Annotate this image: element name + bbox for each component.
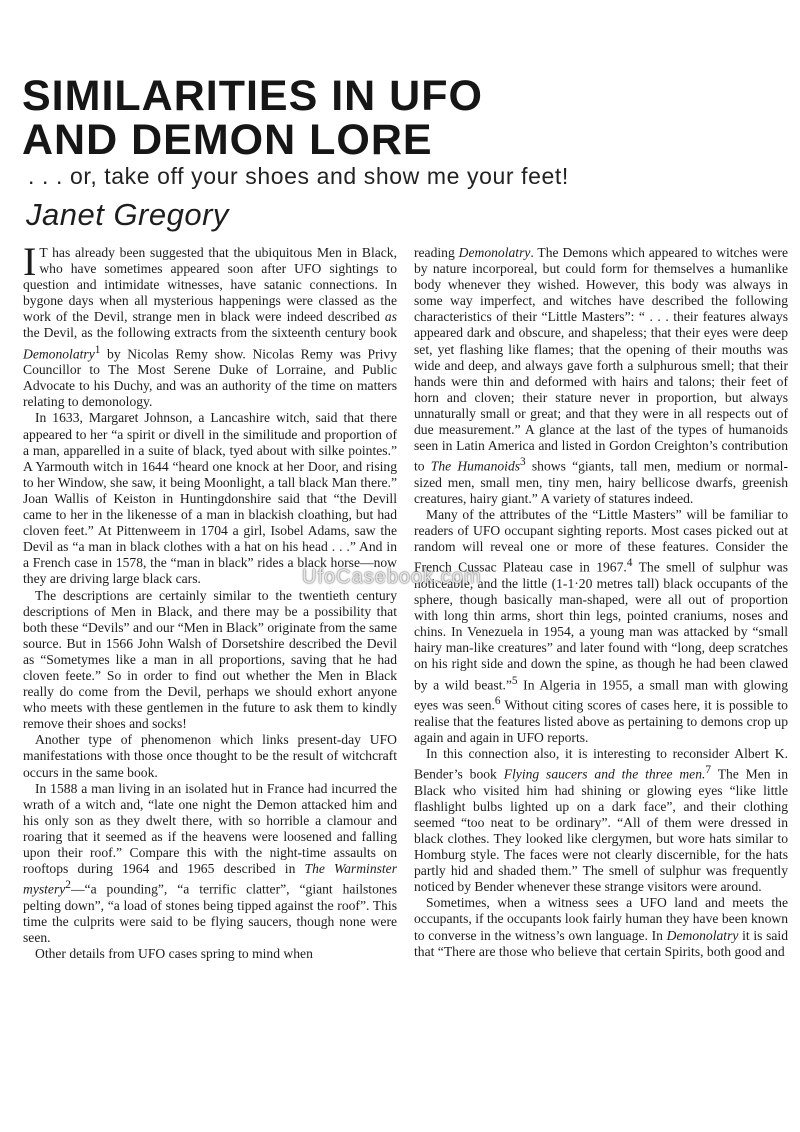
paragraph: In 1588 a man living in an isolated hut in France had incurred the wrath of a witch and, “late one night the Demon attacked him and his only son as they dwelt there, with so horrible a clamour and roaring that it seemed as if the heavens were loosened and falling upon their roof.” Compare this with the night-time assaults on rooftops during 1964 and 1965 described in The Warminster mystery$^2$—“a pounding”, “a terrific clatter”, “giant hailstones pelting down”, “a load of stones being tipped against the roof”. This time the culprits were said to be flying saucers, though none were seen.: [23, 780, 398, 945]
paragraph: Sometimes, when a witness sees a UFO land and meets the occupants, if the occupants look fairly human they have been known to converse in the witness’s own language. In Demonolatry it is said that “There are those who believe that certain Spirits, both good and: [414, 895, 789, 959]
title-line-2: AND DEMON LORE: [22, 116, 433, 164]
book-title: The Warminster mystery: [23, 861, 398, 897]
footnote-ref: 2: [65, 879, 71, 892]
right-column: [414, 245, 788, 960]
footnote-ref: 5: [511, 674, 518, 687]
left-column: [23, 239, 398, 962]
paragraph: The descriptions are certainly similar to the twentieth century descriptions of Men in Black, and there may be a possibility that both these “Devils” and our “Men in Black” originate from the same source. But in 1566 John Walsh of Dorsetshire described the Devil as “Sometymes like a man in all proportions, saving that he had cloven feete.” So in order to find out whether the Men in Black really do come from the Devil, perhaps we should exhort anyone who meets with these gentlemen in the future to ask them to kindly remove their shoes and socks!: [23, 587, 397, 732]
watermark: UfoCasebook.com: [302, 566, 482, 588]
footnote-ref: 6: [494, 695, 501, 708]
drop-cap: I: [23, 239, 37, 284]
book-title: Demonolatry: [666, 927, 739, 943]
paragraph: I T has already been suggested that the ubiquitous Men in Black, who have sometimes appeared soon after UFO sightings to question and intimidate witnesses, have satanic connections. In bygone days when all mysterious happenings were classed as the work of the Devil, strange men in black were indeed described as the Devil, as the following extracts from the sixteenth century book Demonolatry$^1$ by Nicolas Remy show. Nicolas Remy was Privy Councillor to The Most Serene Duke of Lorraine, and Public Advocate to his Duchy, and was an authority of the time on matters relating to demonology.: [23, 239, 397, 410]
footnote-ref: 1: [94, 343, 101, 356]
footnote-ref: 7: [705, 764, 712, 777]
paragraph: reading Demonolatry. The Demons which appeared to witches were by nature incorporeal, but could form for themselves a humanlike body whenever they wished. However, this body was always in some way imperfect, and witches have described the following characteristics of their “Little Masters”: “ . . . their features always appeared dark and obscure, and shapeless; that their eyes were deep set, yet flashing like flames; that the opening of their mouths was wide and deep, and always gave forth a sulphurous smell; that their hands were thin and deformed with hairs and talons; their feet of horn and cloven; their stature never in proportion, but always unnaturally small or great; and that they were in all respects out of due measurement.” A glance at the last of the types of humanoids seen in Latin America and listed in Gordon Creighton’s contribution to The Humanoids$^3$ shows “giants, tall men, medium or normal-sized men, small men, tiny men, hairy bellicose dwarfs, greenish creatures, hairy giant.” A variety of statures indeed.: [414, 245, 788, 506]
book-title: The Humanoids: [430, 458, 521, 474]
book-title: Demonolatry: [23, 346, 95, 362]
paragraph: In 1633, Margaret Johnson, a Lancashire witch, said that there appeared to her “a spirit or divell in the similitude and proportion of a man, apparelled in a suite of black, tyed about with silke pointes.” A Yarmouth witch in 1644 “heard one knock at her Door, and rising to her Window, she saw, it being Moonlight, a tall black Man there.” Joan Wallis of Keiston in Huntingdonshire said that “the Devill came to her in the likenesse of a man in blackish cloathing, but had cloven feet.” At Pittenweem in 1704 a girl, Isobel Adams, saw the Devil as “a man in black clothes with a hat on his head . . .” And in a French case in 1578, the “man in black” rides a black horse—now they are driving large black cars.: [23, 410, 397, 587]
paragraph: Another type of phenomenon which links present-day UFO manifestations with those once thought to be the result of witchcraft occurs in the same book.: [23, 732, 397, 780]
book-title: Flying saucers and the three men.: [503, 766, 706, 782]
footnote-ref: 4: [626, 557, 633, 570]
footnote-ref: 3: [520, 456, 526, 469]
author-byline: Janet Gregory: [26, 197, 229, 232]
title-line-1: SIMILARITIES IN UFO: [22, 72, 483, 120]
paragraph: Many of the attributes of the “Little Masters” will be familiar to readers of UFO occupant sighting reports. Most cases picked out at random will reveal one or more of these features. Consider the French Cussac Plateau case in 1967.$^4$ The smell of sulphur was noticeable, and the little (1-1·20 metres tall) black occupants of the sphere, though basically man-shaped, were all out of proportion with long thin arms, short thin legs, pointed craniums, noses and chins. In Venezuela in 1954, a young man was attacked by “small hairy man-like creatures” and later found with “long, deep scratches on his right side and down the spine, as though he had been clawed by a wild beast.”$^5$ In Algeria in 1955, a small man with glowing eyes was seen.$^6$ Without citing scores of cases here, it is possible to realise that the features listed above as pertaining to demons crop up again and again in UFO reports.: [414, 507, 788, 745]
article-subtitle: . . . or, take off your shoes and show me your feet!: [28, 163, 569, 189]
article-title: [22, 74, 722, 162]
paragraph: In this connection also, it is interesting to reconsider Albert K. Bender’s book Flying saucers and the three men.$^7$ The Men in Black who visited him had shining or glowing eyes “like little flashlight bulbs lighted up on a dark face”, and their clothing seemed “too neat to be ordinary”. “All of them were dressed in black clothes. They looked like clergymen, but wore hats similar to Homburg style. The faces were not clearly discernible, for the hats partly hid and shaded them.” The smell of sulphur was frequently noticed by Bender whenever these strange visitors were around.: [414, 745, 789, 895]
paragraph: Other details from UFO cases spring to mind when: [35, 946, 313, 962]
book-title: Demonolatry: [458, 245, 531, 260]
